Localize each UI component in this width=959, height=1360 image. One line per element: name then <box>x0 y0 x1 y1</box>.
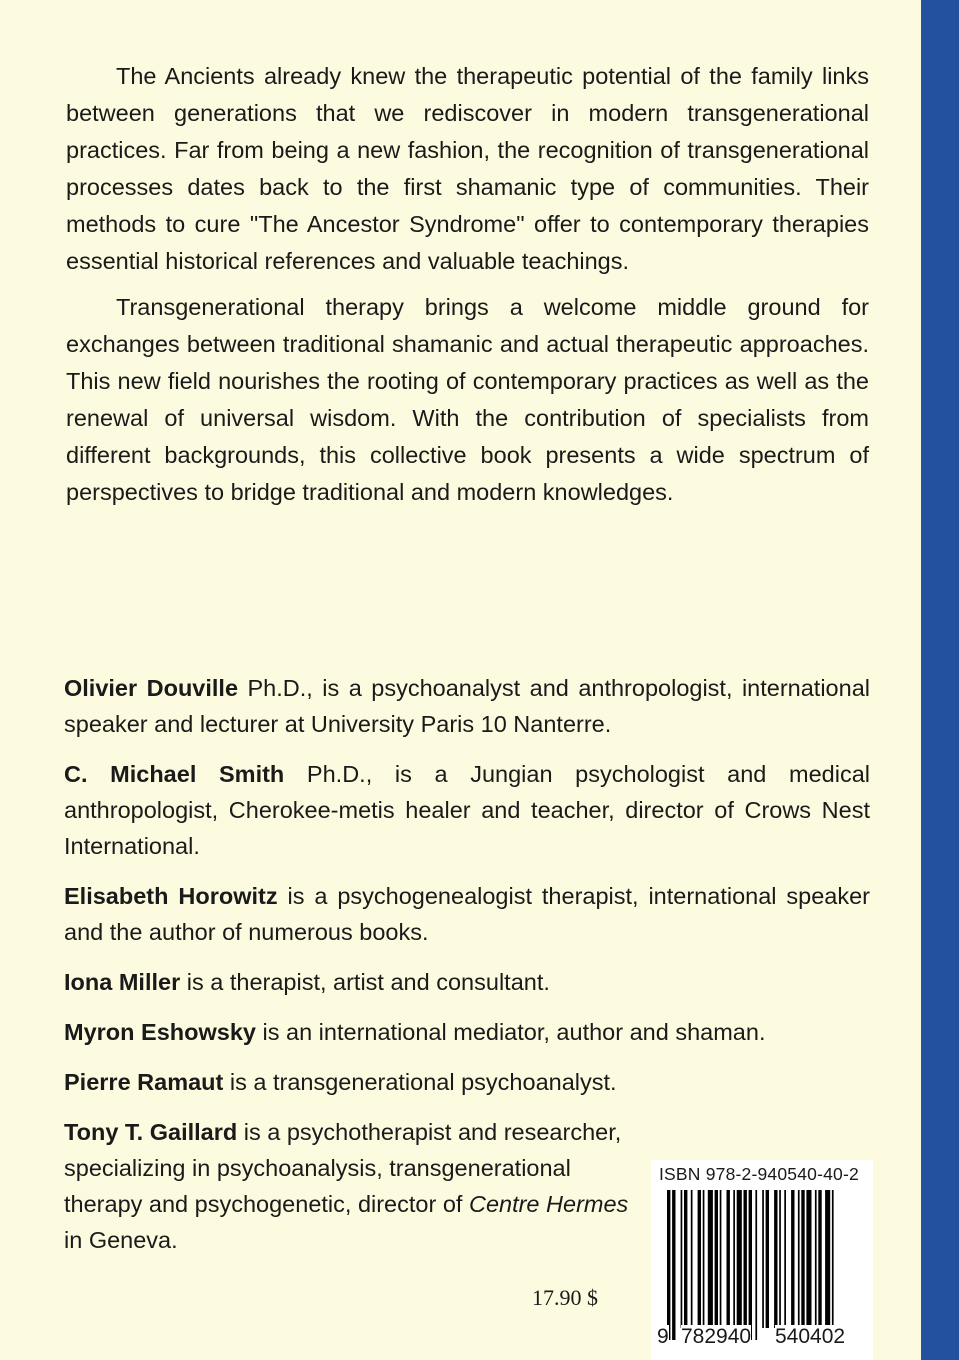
blurb-paragraph-1: The Ancients already knew the therapeutic potential of the family links between generations that we rediscover in modern transgenerational practices. Far from being a new fashion, the recognition of transgenerational processes dates back to the first shamanic type of communities. Their methods to cure "The Ancestor Syndrome" offer to contemporary therapies essential historical references and valuable teachings. <box>66 63 869 274</box>
barcode-bar <box>684 1190 687 1328</box>
barcode-bar <box>779 1190 781 1328</box>
barcode-bar <box>806 1190 811 1328</box>
spine-stripe <box>921 0 959 1360</box>
barcode-digits-left: 782940 <box>681 1325 752 1348</box>
isbn-barcode <box>651 1160 873 1360</box>
bio-myron-eshowsky <box>64 1014 870 1050</box>
barcode-bar <box>749 1190 752 1340</box>
bio-name: Tony T. Gaillard <box>64 1119 238 1145</box>
barcode-bar <box>818 1190 821 1328</box>
bio-name: Iona Miller <box>64 969 181 995</box>
bio-text-end: in Geneva. <box>64 1227 178 1253</box>
barcode-bar <box>698 1190 701 1328</box>
bio-name: Olivier Douville <box>64 675 239 701</box>
barcode-bar <box>715 1190 718 1328</box>
barcode-bar <box>681 1190 683 1328</box>
barcode-bar <box>832 1190 834 1340</box>
barcode-bar <box>762 1190 764 1328</box>
barcode-bar <box>784 1190 786 1328</box>
bio-name: Myron Eshowsky <box>64 1019 256 1045</box>
bio-pierre-ramaut <box>64 1064 870 1100</box>
barcode-bar <box>708 1190 713 1328</box>
bio-elisabeth-horowitz <box>64 878 870 950</box>
bio-text: is a transgenerational psychoanalyst. <box>223 1069 617 1095</box>
barcode-bar <box>798 1190 800 1328</box>
bio-italic: Centre Hermes <box>468 1191 629 1217</box>
barcode-bar <box>672 1190 675 1340</box>
barcode-bar <box>815 1190 817 1328</box>
barcode-bar <box>801 1190 804 1328</box>
bio-text: Ph.D., is a psychoanalyst and anthropologist, international speaker and lecturer at University Paris 10 Nanterre. <box>64 675 870 737</box>
barcode-digits <box>651 1325 873 1355</box>
blurb-paragraph-2: Transgenerational therapy brings a welcome middle ground for exchanges between traditional shamanic and actual therapeutic approaches. This new field nourishes the rooting of contemporary practices as well as the renewal of universal wisdom. With the contribution of specialists from different backgrounds, this collective book presents a wide spectrum of perspectives to bridge traditional and modern knowledges. <box>66 294 869 505</box>
bio-c-michael-smith <box>64 756 870 864</box>
barcode-bar <box>791 1190 794 1328</box>
barcode-bar <box>667 1190 670 1340</box>
barcode-bar <box>755 1190 757 1340</box>
bio-text: is a psychotherapist and researcher, specializing in psychoanalysis, transgenerational therapy and psychogenetic, director of <box>64 1119 622 1217</box>
barcode-digits-right: 540402 <box>775 1325 846 1348</box>
barcode-bar <box>825 1190 830 1328</box>
barcode-bar <box>774 1190 777 1328</box>
bio-text: is a therapist, artist and consultant. <box>180 969 550 995</box>
barcode-bar <box>737 1190 742 1328</box>
barcode-bar <box>727 1190 730 1328</box>
barcode-bars <box>651 1190 873 1340</box>
barcode-bar <box>733 1190 735 1328</box>
bio-name: Pierre Ramaut <box>64 1069 224 1095</box>
price-label: 17.90 $ <box>532 1285 598 1310</box>
blurb-text <box>66 58 869 520</box>
barcode-bar <box>744 1190 747 1328</box>
bio-olivier-douville <box>64 670 870 742</box>
bio-name: C. Michael Smith <box>64 761 285 787</box>
barcode-bar <box>766 1190 769 1328</box>
barcode-bar <box>691 1190 693 1328</box>
barcode-digit-lead: 9 <box>657 1325 669 1348</box>
barcode-bar <box>720 1190 722 1328</box>
isbn-label: ISBN 978-2-940540-40-2 <box>659 1164 859 1184</box>
barcode-bar <box>703 1190 705 1328</box>
bio-tony-gaillard <box>64 1114 644 1258</box>
bio-text: is a psychogenealogist therapist, international speaker and the author of numerous books. <box>64 883 870 945</box>
bio-text: Ph.D., is a Jungian psychologist and medical anthropologist, Cherokee-metis healer and teacher, director of Crows Nest International. <box>64 761 870 859</box>
bio-text: is an international mediator, author and shaman. <box>255 1019 766 1045</box>
bio-name: Elisabeth Horowitz <box>64 883 278 909</box>
bio-iona-miller <box>64 964 870 1000</box>
